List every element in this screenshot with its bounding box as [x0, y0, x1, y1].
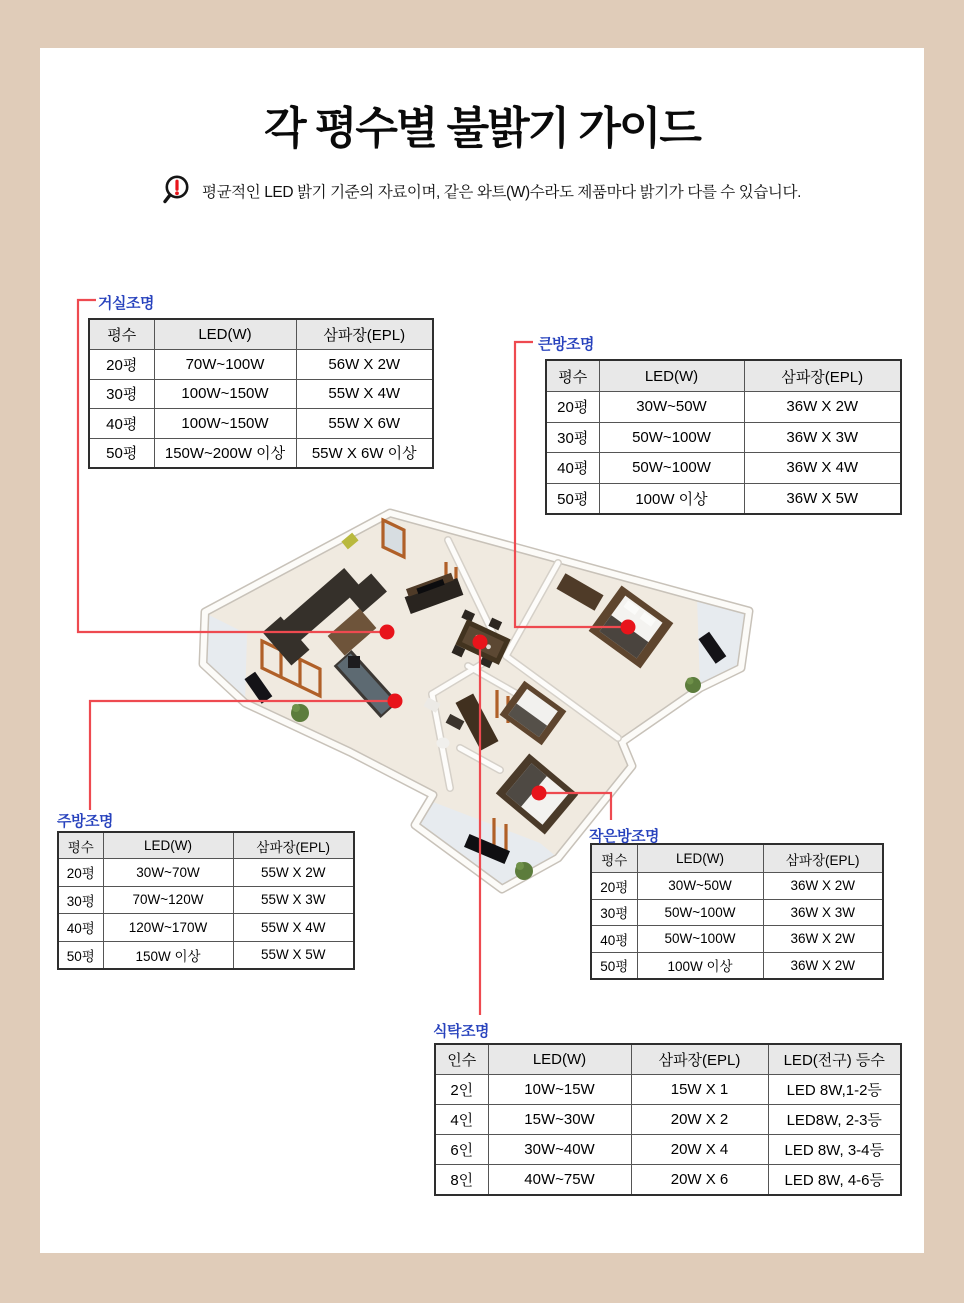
table-cell: 40W~75W [488, 1165, 631, 1196]
table-row [546, 453, 901, 484]
living-room-table [88, 318, 434, 469]
table-cell: LED 8W, 3-4등 [768, 1135, 901, 1165]
column-header: LED(W) [488, 1044, 631, 1075]
table-row [435, 1105, 901, 1135]
table-row [435, 1075, 901, 1105]
table-cell: 20W X 4 [631, 1135, 768, 1165]
table-cell: 20평 [546, 392, 599, 423]
table-cell: 50W~100W [637, 899, 763, 926]
table-cell: 50W~100W [599, 422, 744, 453]
table-cell: LED 8W, 4-6등 [768, 1165, 901, 1196]
table-cell: 36W X 4W [744, 453, 901, 484]
table-cell: 30평 [546, 422, 599, 453]
table-cell: 36W X 2W [763, 873, 883, 900]
column-header: 삼파장(EPL) [233, 832, 354, 859]
table-row [546, 483, 901, 514]
table-cell: 36W X 5W [744, 483, 901, 514]
page-title: 각 평수별 불밝기 가이드 [264, 104, 700, 153]
small-room-table [590, 843, 884, 980]
table-cell: 30W~50W [637, 873, 763, 900]
table-header-row [591, 844, 883, 873]
table-cell: 20W X 6 [631, 1165, 768, 1196]
table-cell: 20평 [58, 859, 103, 887]
table-row [58, 859, 354, 887]
table-cell: 15W~30W [488, 1105, 631, 1135]
table-cell: 4인 [435, 1105, 488, 1135]
column-header: LED(W) [637, 844, 763, 873]
table-cell: 55W X 3W [233, 886, 354, 914]
table-cell: 55W X 5W [233, 941, 354, 969]
table-row [435, 1135, 901, 1165]
table-cell: 100W~150W [154, 379, 296, 409]
table-cell: 30평 [58, 886, 103, 914]
column-header: 삼파장(EPL) [631, 1044, 768, 1075]
column-header: 평수 [591, 844, 637, 873]
dining-table-table [434, 1043, 902, 1196]
table-cell: 55W X 4W [233, 914, 354, 942]
kitchen-table [57, 831, 355, 970]
column-header: 삼파장(EPL) [296, 319, 433, 350]
table-row [89, 438, 433, 468]
table-cell: 36W X 3W [763, 899, 883, 926]
column-header: LED(W) [154, 319, 296, 350]
table-cell: 8인 [435, 1165, 488, 1196]
table-cell: 36W X 3W [744, 422, 901, 453]
table-cell: 50W~100W [599, 453, 744, 484]
section-label-dining: 식탁조명 [433, 1023, 489, 1040]
section-label-living: 거실조명 [98, 295, 154, 312]
disclaimer [40, 174, 924, 207]
table-cell: 150W 이상 [103, 941, 233, 969]
table-row [58, 886, 354, 914]
column-header: 삼파장(EPL) [744, 360, 901, 392]
table-row [89, 409, 433, 439]
table-cell: 100W 이상 [599, 483, 744, 514]
table-cell: 150W~200W 이상 [154, 438, 296, 468]
table-cell: 40평 [546, 453, 599, 484]
table-header-row [89, 319, 433, 350]
table-cell: 15W X 1 [631, 1075, 768, 1105]
table-header-row [546, 360, 901, 392]
section-label-bigroom: 큰방조명 [538, 336, 594, 353]
table-cell: 30W~50W [599, 392, 744, 423]
column-header: 평수 [58, 832, 103, 859]
table-cell: 55W X 4W [296, 379, 433, 409]
column-header: 평수 [546, 360, 599, 392]
table-cell: 36W X 2W [744, 392, 901, 423]
table-cell: 56W X 2W [296, 350, 433, 380]
table-cell: 30W~40W [488, 1135, 631, 1165]
table-row [591, 952, 883, 979]
table-cell: 100W 이상 [637, 952, 763, 979]
column-header: LED(전구) 등수 [768, 1044, 901, 1075]
table-cell: 40평 [591, 926, 637, 953]
table-cell: 30평 [591, 899, 637, 926]
disclaimer-text: 평균적인 LED 밝기 기준의 자료이며, 같은 와트(W)수라도 제품마다 밝기가 다를 수 있습니다. [202, 183, 801, 201]
table-cell: 55W X 6W 이상 [296, 438, 433, 468]
table-row [546, 422, 901, 453]
table-cell: 20W X 2 [631, 1105, 768, 1135]
table-row [435, 1165, 901, 1196]
table-cell: 120W~170W [103, 914, 233, 942]
table-cell: 50평 [58, 941, 103, 969]
table-cell: 50평 [89, 438, 154, 468]
column-header: 인수 [435, 1044, 488, 1075]
table-row [58, 914, 354, 942]
magnifier-exclamation-icon [163, 174, 193, 207]
table-cell: 30평 [89, 379, 154, 409]
table-row [591, 926, 883, 953]
table-cell: 55W X 6W [296, 409, 433, 439]
table-row [546, 392, 901, 423]
section-label-kitchen: 주방조명 [57, 813, 113, 830]
table-cell: 55W X 2W [233, 859, 354, 887]
table-row [58, 941, 354, 969]
big-room-table [545, 359, 902, 515]
table-row [591, 873, 883, 900]
table-cell: 10W~15W [488, 1075, 631, 1105]
table-cell: 70W~100W [154, 350, 296, 380]
table-cell: 30W~70W [103, 859, 233, 887]
table-cell: 50평 [546, 483, 599, 514]
table-cell: 50평 [591, 952, 637, 979]
column-header: LED(W) [599, 360, 744, 392]
table-cell: 40평 [58, 914, 103, 942]
table-cell: 36W X 2W [763, 952, 883, 979]
table-cell: 50W~100W [637, 926, 763, 953]
table-cell: 20평 [591, 873, 637, 900]
table-cell: 40평 [89, 409, 154, 439]
table-header-row [435, 1044, 901, 1075]
column-header: LED(W) [103, 832, 233, 859]
table-cell: 36W X 2W [763, 926, 883, 953]
table-row [591, 899, 883, 926]
table-row [89, 379, 433, 409]
table-cell: 2인 [435, 1075, 488, 1105]
table-cell: 70W~120W [103, 886, 233, 914]
table-cell: 6인 [435, 1135, 488, 1165]
table-cell: 100W~150W [154, 409, 296, 439]
table-header-row [58, 832, 354, 859]
table-row [89, 350, 433, 380]
section-label-smallroom: 작은방조명 [589, 828, 659, 845]
column-header: 삼파장(EPL) [763, 844, 883, 873]
column-header: 평수 [89, 319, 154, 350]
table-cell: 20평 [89, 350, 154, 380]
table-cell: LED8W, 2-3등 [768, 1105, 901, 1135]
table-cell: LED 8W,1-2등 [768, 1075, 901, 1105]
